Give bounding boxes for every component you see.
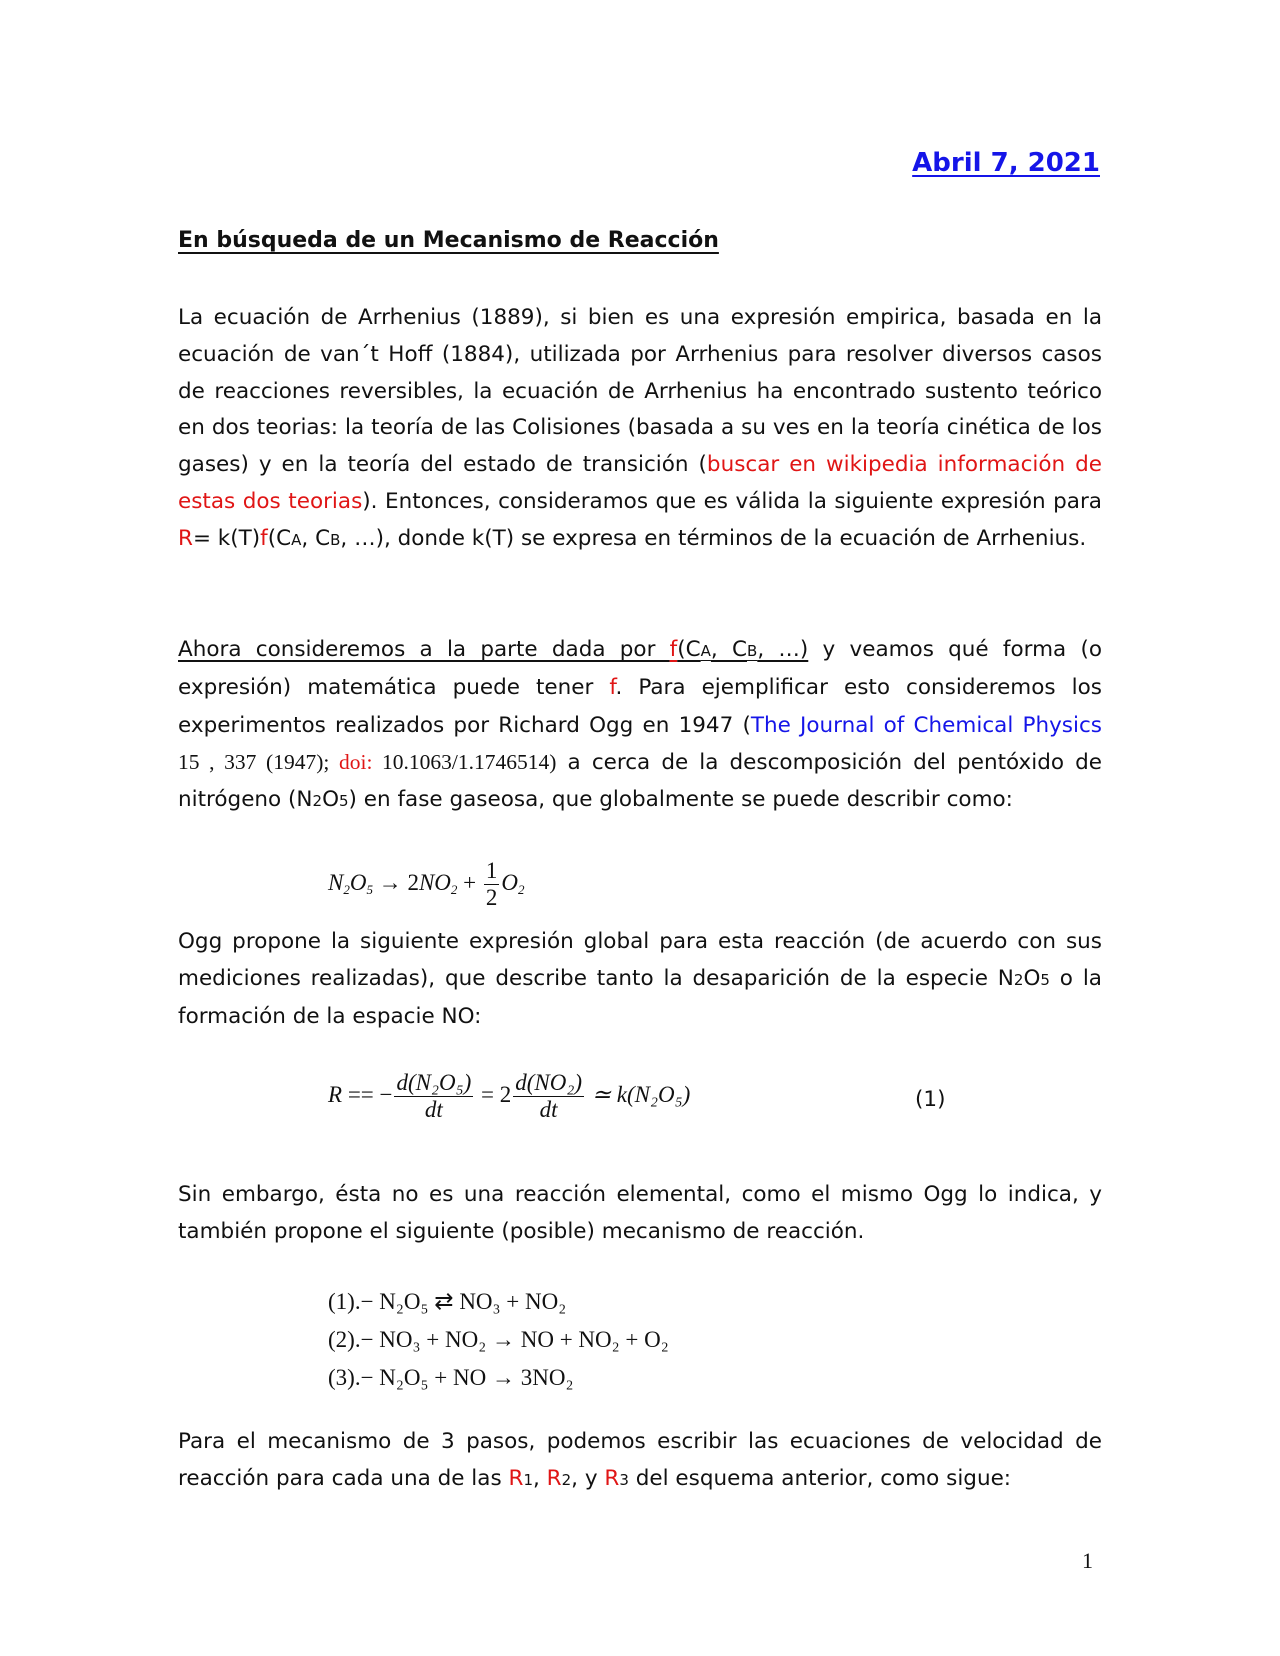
paragraph-rate-equations: Para el mecanismo de 3 pasos, podemos escribir las ecuaciones de velocidad de reacción para cada una de las R1, R2, y R3 del esquema anterior, como sigue: (178, 1429, 1102, 1491)
mechanism-step-1: (1).− N₂O₅ ⇄ NO₃ + NO₂ (328, 1289, 567, 1314)
doi-label: doi: (338, 750, 373, 775)
global-reaction-equation: $N_2O_5 \to 2NO_2$ + $\frac{1}{2}$ $O_2$ (328, 858, 525, 910)
paragraph-ogg-expression: Ogg propone la siguiente expresión global para esta reacción (de acuerdo con sus mediciones realizadas), que describe tanto la desaparición de la especie N2O5 o la formación de la espacie NO: (178, 929, 1102, 1029)
fraction-dno2-dt: $\frac{\text{d(NO₂)}}{dt}$ (515, 1070, 582, 1122)
page-number: 1 (1082, 1548, 1093, 1573)
paragraph-ogg-experiments: Ahora consideremos a la parte dada por f(CA, CB, …) y veamos qué forma (o expresión) matemática puede tener f. Para ejemplificar esto consideremos los experimentos realizados por Richard Ogg en 1947 (The Journal of Chemical Physics 15 , 337 (1947); doi: 10.1063/1.1746514) a cerca de la descomposición del pentóxido de nitrógeno (N2O5) en fase gaseosa, que globalmente se puede describir como: (178, 637, 1103, 813)
document-date: Abril 7, 2021 (912, 148, 1100, 178)
fraction-dn2o5-dt: $\frac{\text{d(N₂O₅)}}{dt}$ (396, 1070, 472, 1122)
section-title: En búsqueda de un Mecanismo de Reacción (178, 228, 719, 253)
mechanism-step-2: (2).− NO₃ + NO₂ → NO + NO₂ + O₂ (328, 1327, 669, 1352)
paragraph-arrhenius: La ecuación de Arrhenius (1889), si bien es una expresión empirica, basada en la ecuación de van´t Hoff (1884), utilizada por Arrhenius para resolver diversos casos de reacciones reversibles, la ecuación de Arrhenius ha encontrado sustento teórico en dos teorias: la teoría de las Colisiones (basada a su ves en la teoría cinética de los gases) y en la teoría del estado de transición (buscar en wikipedia información de estas dos teorias). Entonces, consideramos que es válida la siguiente expresión para R= k(T)f(CA, CB, …), donde k(T) se expresa en términos de la ecuación de Arrhenius. (178, 305, 1102, 551)
wikipedia-note: buscar en wikipedia información de estas dos teorias (178, 452, 1102, 514)
rate-equation-1: R == − $\frac{\text{d(N₂O₅)}}{dt}$ = 2 $\frac{\text{d(NO₂)}}{dt}$ ≃ k(N₂O₅) (328, 1070, 691, 1122)
equation-number: (1) (915, 1087, 946, 1112)
mechanism-step-3: (3).− N₂O₅ + NO → 3NO₂ (328, 1365, 574, 1390)
doi-value: 10.1063/1.1746514) (372, 750, 557, 775)
journal-link[interactable]: The Journal of Chemical Physics (750, 712, 1102, 738)
mechanism-steps (328, 1283, 669, 1397)
fraction-one-half: $\frac{1}{2}$ (485, 858, 498, 910)
paragraph-mechanism-intro: Sin embargo, ésta no es una reacción elemental, como el mismo Ogg lo indica, y también propone el siguiente (posible) mecanismo de reacción. (178, 1182, 1102, 1244)
